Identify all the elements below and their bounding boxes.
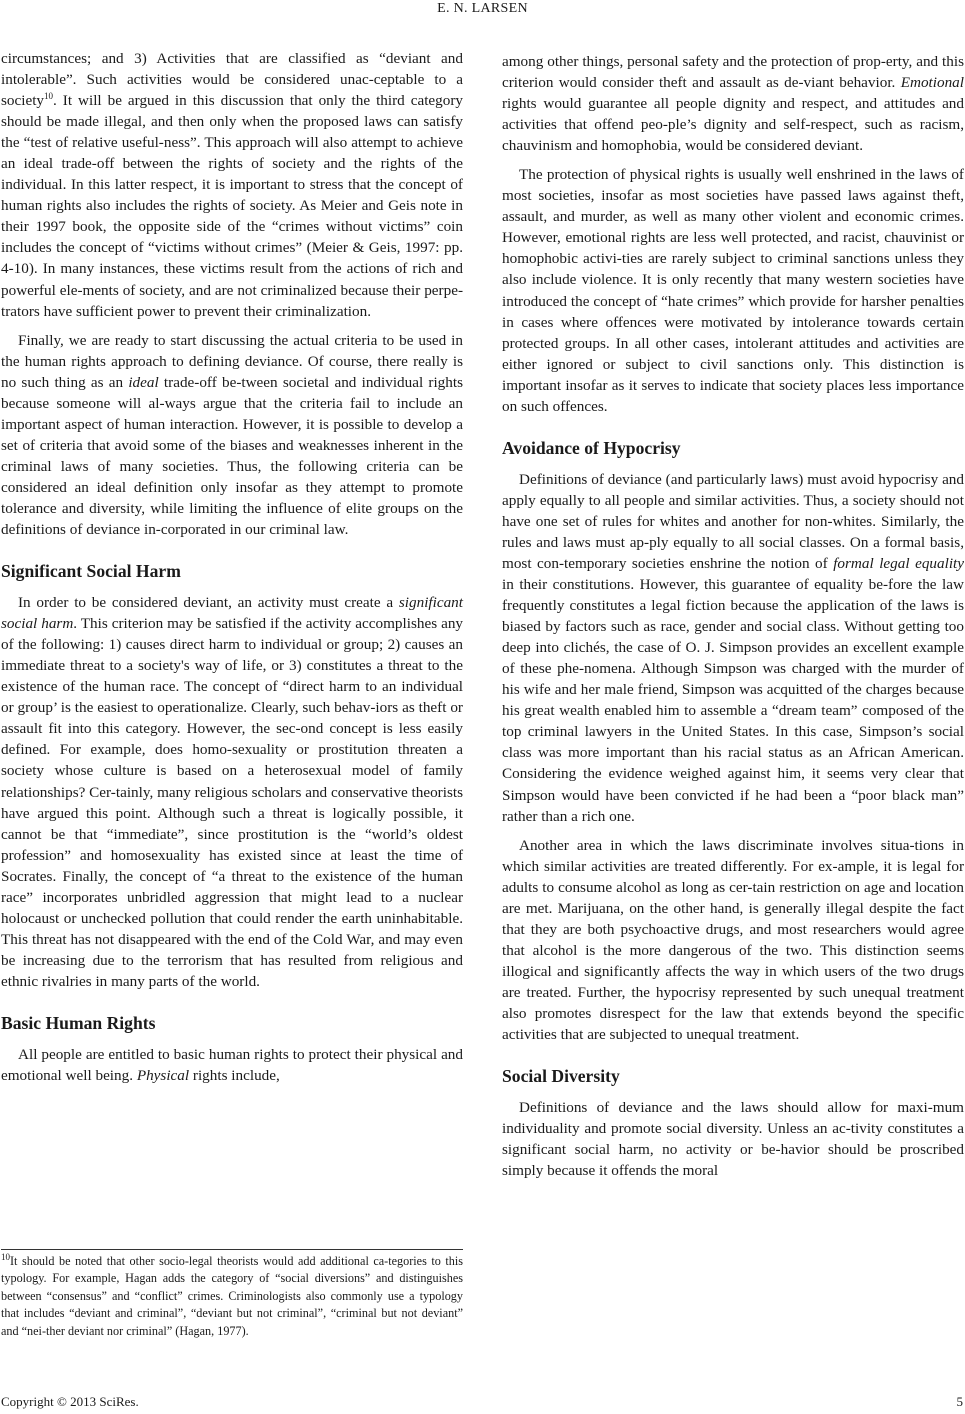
text-span: rights include, xyxy=(189,1067,280,1085)
section-heading-basic-rights: Basic Human Rights xyxy=(1,1012,156,1033)
text-span: in their constitutions. However, this guarantee of equality be-fore the law frequently constitutes a legal fiction because the application of the laws is biased by factors such as race, gender and social class. Without getting too deep into clichés, the case of O. J. Simpson provides an excellent example of these phe-nomena. Although Simpson was charged with the murder of his wife and her male friend, Simpson was acquitted of the charges because his great wealth enabled him to assemble a “dream team” composed of the top criminal lawyers in the United States. In this case, Simpson’s social class was more important than his racial status as an African American. Considering the evidence weighed against him, it seems very clear that Simpson would have been convicted if he had been a “poor black man” rather than a rich one. xyxy=(502,576,964,825)
paragraph: The protection of physical rights is usually well enshrined in the laws of most societies, insofar as most societies have passed laws against theft, assault, and murder, as well as many other violent and economic crimes. However, emotional rights are less well protected, and racist, chauvinist or homophobic activi-ties are rarely subject to criminal sanctions unless they also include violence. It is only recently that many western societies have introduced the concept of “hate crimes” which provide for harsher penalties in cases where offences were motivated by intolerance towards certain protected groups. In all other cases, intolerant attitudes and activities are either ignored or subject to civil sanctions only. This distinction is important insofar as it serves to indicate that society places less importance on such offences. xyxy=(502,166,964,415)
text-span: among other things, personal safety and the protection of prop-erty, and this criterion would consider theft and assault as de-viant behavior. xyxy=(502,53,964,92)
footnote-number: 10 xyxy=(1,1251,10,1262)
paragraph xyxy=(502,51,964,156)
text-span: trade-off be-tween societal and individual rights because someone will al-ways argue that the criteria fail to include an important aspect of human interaction. However, it is possible to develop a set of criteria that avoid some of the biases and weaknesses inherent in the criminal laws of many societies. Thus, the following criteria can be considered an ideal definition only insofar as they attempt to promote tolerance and diversity, while limiting the influence of elite groups on the definitions of deviance in-corporated in our criminal law. xyxy=(1,373,464,539)
text-span: rights would guarantee all people dignity and respect, and attitudes and activities that offend peo-ple’s dignity and self-respect, such as racism, chauvinism and homophobia, would be considered deviant. xyxy=(502,95,964,155)
emphasis: ideal xyxy=(128,373,159,391)
paragraph: Another area in which the laws discriminate involves situa-tions in which similar activities are treated differently. For ex-ample, it is legal for adults to consume alcohol as long as cer-tain restriction on age and location are met. Marijuana, on the other hand, is generally illegal despite the fact that they are both psychoactive drugs, and most researchers would agree that alcohol is the more dangerous of the two. This distinction seems illogical and significantly affects the way in which users of the two drugs are treated. Further, the hypocrisy represented by such unequal treatment also promotes disrespect for the law that extends beyond the specific activities that are subjected to unequal treatment. xyxy=(502,836,964,1044)
section-heading-social-harm: Significant Social Harm xyxy=(1,561,181,582)
section-heading-diversity: Social Diversity xyxy=(502,1066,620,1087)
section-heading-hypocrisy: Avoidance of Hypocrisy xyxy=(502,437,681,458)
footnote xyxy=(1,1253,463,1340)
paragraph xyxy=(1,48,463,322)
paragraph xyxy=(502,469,964,827)
text-span: . It will be argued in this discussion that only the third category should be made illegal, and then only when the proposed laws can satisfy the “test of relative useful-ness”. This approach will also attempt to achieve an ideal trade-off between the rights of society and the rights of the individual. In this latter respect, it is important to stress that the concept of human rights also includes the rights of society. As Meier and Geis note in their 1997 book, the opposite side of the “crimes without victims” coin includes the concept of “victims without crimes” (Meier & Geis, 1997: pp. 4-10). In many instances, these victims result from the actions of rich and powerful ele-ments of society, and are not criminalized because their perpe-trators have sufficient power to prevent their criminalization. xyxy=(1,92,463,320)
text-span: In order to be considered deviant, an activity must create a xyxy=(18,594,399,612)
running-head: E. N. LARSEN xyxy=(437,1,528,16)
footnote-marker: 10 xyxy=(44,91,54,102)
left-column xyxy=(1,48,463,1086)
text-span: circumstances; and 3) Activities that are classified as “deviant and intolerable”. Such activities would be considered unac-ceptable to a society xyxy=(1,50,463,110)
footnote-text: It should be noted that other socio-legal theorists would add additional ca-tegories to this typology. For example, Hagan adds the category of “social diversions” and distinguishes between “consensus” and “conflict” crimes. Criminologists also commonly use a typology that includes “deviant and criminal”, “deviant but not criminal”, “criminal but not deviant” and “nei-ther deviant nor criminal” (Hagan, 1977). xyxy=(1,1254,463,1338)
paragraph xyxy=(1,1044,463,1086)
emphasis: Physical xyxy=(136,1067,190,1085)
copyright-notice: Copyright © 2013 SciRes. xyxy=(1,1394,139,1409)
page-number: 5 xyxy=(956,1394,963,1409)
emphasis: formal legal equality xyxy=(833,554,964,572)
paragraph xyxy=(1,330,463,540)
footnote-divider xyxy=(1,1249,463,1250)
text-span: Definitions of deviance (and particularly laws) must avoid hypocrisy and apply equally to all people and similar activities. Thus, a society should not have one set of rules for whites and another for non-whites. Similarly, the rules and laws must ap-ply equally to all social classes. On a formal basis, most con-temporary societies enshrine the notion of xyxy=(502,470,964,572)
text-span: All people are entitled to basic human rights to protect their physical and emotional well being. xyxy=(1,1045,463,1085)
paragraph xyxy=(1,592,463,992)
emphasis: Emotional xyxy=(900,74,964,92)
paragraph: Definitions of deviance and the laws should allow for maxi-mum individuality and promote social diversity. Unless an ac-tivity constitutes a significant social harm, no activity or be-havior should be proscribed simply because it offends the moral xyxy=(502,1099,964,1180)
right-column xyxy=(502,51,964,1181)
text-span: Finally, we are ready to start discussing the actual criteria to be used in the human rights approach to defining deviance. Of course, there really is no such thing as an xyxy=(1,331,463,391)
emphasis: significant social harm xyxy=(1,594,463,633)
text-span: . This criterion may be satisfied if the activity accomplishes any of the following: 1) causes direct harm to individual or group; 2) causes an immediate threat to a society's way of life, or 3) constitutes a threat to the existence of the human race. The concept of “direct harm to an individual or group’ is the easiest to operationalize. Clearly, such behav-iors as theft or assault fit into this category. However, the sec-ond concept is less easily defined. For example, does homo-sexuality or prostitution threaten a society whose culture is based on a heterosexual model of family relationships? Cer-tainly, many religious scholars and conservative theorists have argued this point. Although such a threat is logically possible, it cannot be that “immediate”, since prostitution is the “world’s oldest profession” and homosexuality has existed since at least the time of Socrates. Finally, the concept of “a threat to the existence of the human race” incorporates unbridled aggression that might lead to a nuclear holocaust or unchecked pollution that could render the earth uninhabitable. This threat has not disappeared with the end of the Cold War, and may even be increasing due to the terrorism that has resulted from religious and ethnic rivalries in many parts of the world. xyxy=(1,615,464,990)
